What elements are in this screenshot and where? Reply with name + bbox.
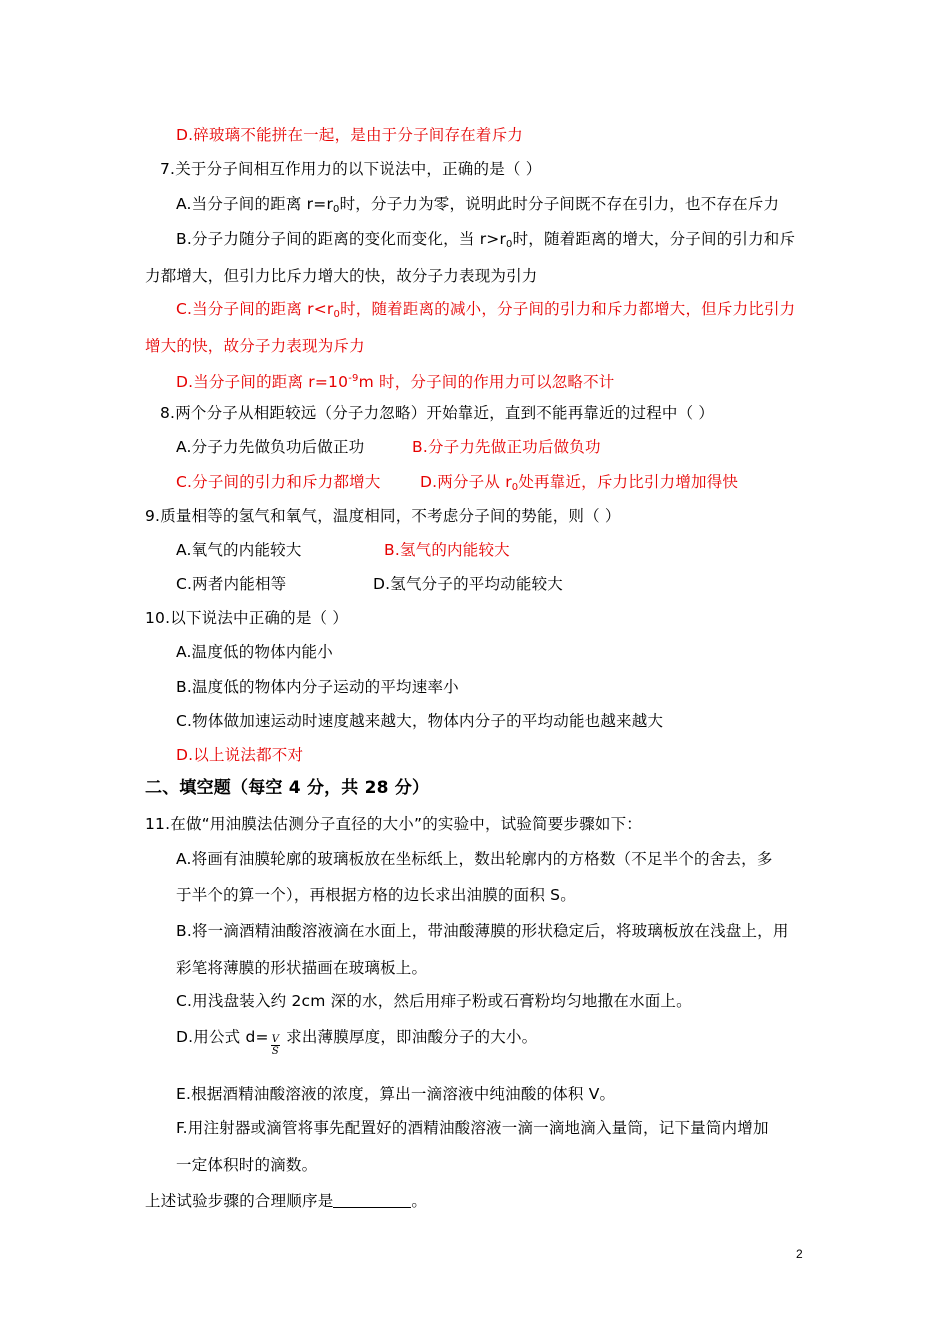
section-heading: 二、填空题（每空 4 分，共 28 分）	[145, 778, 430, 798]
q8-stem: 8.两个分子从相距较远（分子力忽略）开始靠近，直到不能再靠近的过程中（ ）	[160, 404, 715, 422]
q7-option-a	[176, 193, 779, 221]
q11-order-text: 上述试验步骤的合理顺序是	[145, 1192, 334, 1210]
q8-option-a: A.分子力先做负功后做正功	[176, 438, 365, 456]
q8-option-d	[420, 471, 738, 499]
q7-option-b-line2: 力都增大，但引力比斥力增大的快，故分子力表现为引力	[145, 267, 538, 285]
page-number: 2	[796, 1247, 803, 1261]
q11-order-line	[145, 1190, 427, 1212]
q8-option-c: C.分子间的引力和斥力都增大	[176, 473, 381, 491]
q11-step-d-rest: 求出薄膜厚度，即油酸分子的大小。	[286, 1028, 538, 1046]
q8-option-d-rest: 处再靠近，斥力比引力增加得快	[518, 473, 739, 491]
q7-option-b-rest: 时，随着距离的增大，分子间的引力和斥	[512, 230, 796, 248]
q8-option-d-text: D.两分子从 r	[420, 473, 512, 491]
q7-option-d	[176, 368, 615, 393]
q8-option-b: B.分子力先做正功后做负功	[412, 438, 601, 456]
q11-step-f: F.用注射器或滴管将事先配置好的酒精油酸溶液一滴一滴地滴入量筒，记下量筒内增加	[176, 1119, 769, 1137]
q11-step-b-line2: 彩笔将薄膜的形状描画在玻璃板上。	[176, 959, 428, 977]
q11-step-a: A.将画有油膜轮廓的玻璃板放在坐标纸上，数出轮廓内的方格数（不足半个的舍去，多	[176, 850, 773, 868]
q7-option-d-text: D.当分子间的距离 r=10	[176, 373, 349, 391]
q7-option-c-text: C.当分子间的距离 r<r	[176, 300, 334, 318]
q11-stem: 11.在做“用油膜法估测分子直径的大小”的实验中，试验简要步骤如下：	[145, 815, 643, 833]
q11-order-period: 。	[411, 1192, 428, 1210]
q8-option-d-subscript: 0	[511, 482, 519, 493]
q9-option-c: C.两者内能相等	[176, 575, 287, 593]
q11-step-d	[176, 1026, 537, 1057]
q11-step-f-line2: 一定体积时的滴数。	[176, 1156, 318, 1174]
answer-blank[interactable]	[333, 1193, 411, 1208]
q9-option-a: A.氧气的内能较大	[176, 541, 302, 559]
q7-option-b-subscript: 0	[506, 239, 513, 250]
q7-option-c-rest: 时，随着距离的减小，分子间的引力和斥力都增大，但斥力比引力	[340, 300, 796, 318]
q7-option-b-text: B.分子力随分子间的距离的变化而变化，当 r>r	[176, 230, 507, 248]
q7-option-c-line2: 增大的快，故分子力表现为斥力	[145, 337, 365, 355]
q10-stem: 10.以下说法中正确的是（ ）	[145, 609, 349, 627]
q9-stem: 9.质量相等的氢气和氧气，温度相同，不考虑分子间的势能，则（ ）	[145, 507, 621, 525]
q6-option-d: D.碎玻璃不能拼在一起，是由于分子间存在着斥力	[176, 126, 523, 144]
q11-step-e: E.根据酒精油酸溶液的浓度，算出一滴溶液中纯油酸的体积 V。	[176, 1085, 616, 1103]
q11-step-d-text: D.用公式 d=	[176, 1028, 269, 1046]
q7-option-a-text: A.当分子间的距离 r=r	[176, 195, 334, 213]
q9-option-d: D.氢气分子的平均动能较大	[373, 575, 563, 593]
fraction-denominator: S	[271, 1046, 279, 1057]
q10-option-a: A.温度低的物体内能小	[176, 643, 333, 661]
q7-option-d-rest: m 时，分子间的作用力可以忽略不计	[358, 373, 615, 391]
q7-stem: 7.关于分子间相互作用力的以下说法中，正确的是（ ）	[160, 160, 542, 178]
q9-option-b: B.氢气的内能较大	[384, 541, 510, 559]
q10-option-b: B.温度低的物体内分子运动的平均速率小	[176, 678, 459, 696]
q7-option-a-subscript: 0	[333, 204, 340, 215]
formula-fraction	[271, 1034, 280, 1057]
q10-option-c: C.物体做加速运动时速度越来越大，物体内分子的平均动能也越来越大	[176, 712, 664, 730]
q11-step-b: B.将一滴酒精油酸溶液滴在水面上，带油酸薄膜的形状稳定后，将玻璃板放在浅盘上，用	[176, 922, 789, 940]
fraction-numerator: V	[271, 1034, 280, 1045]
q11-step-a-line2: 于半个的算一个），再根据方格的边长求出油膜的面积 S。	[176, 886, 576, 904]
q11-step-c: C.用浅盘装入约 2cm 深的水，然后用痱子粉或石膏粉均匀地撒在水面上。	[176, 992, 692, 1010]
q7-option-d-superscript: -9	[348, 373, 359, 384]
q7-option-c	[176, 298, 795, 326]
q7-option-c-subscript: 0	[333, 309, 341, 320]
q10-option-d: D.以上说法都不对	[176, 746, 304, 764]
q7-option-a-rest: 时，分子力为零，说明此时分子间既不存在引力，也不存在斥力	[339, 195, 780, 213]
q7-option-b	[176, 228, 795, 256]
